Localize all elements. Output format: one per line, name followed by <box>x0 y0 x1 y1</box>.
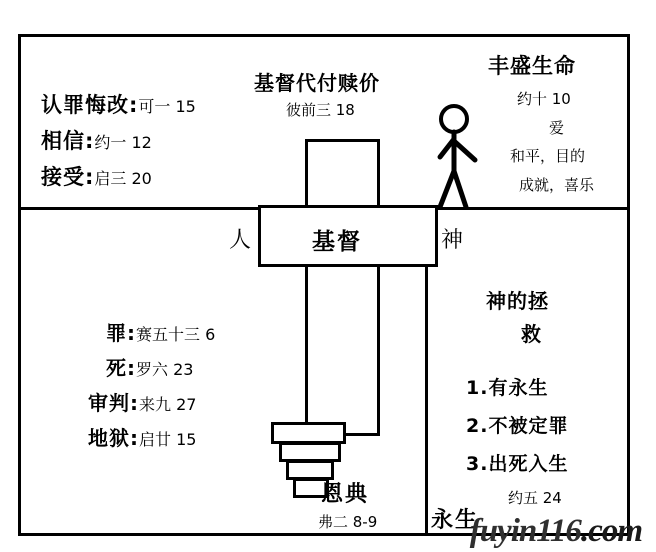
bottom-right-ref: 约五 24 <box>508 489 562 507</box>
grace-ref: 弗二 8-9 <box>318 513 378 531</box>
top-left-label-0: 认罪悔改: <box>41 93 139 117</box>
bottom-left-row-3 <box>88 422 196 451</box>
top-left-ref-2: 启三 20 <box>94 169 152 188</box>
center-title: 基督代付赎价 <box>254 71 380 95</box>
label-person: 人 <box>229 228 252 253</box>
bottom-right-title-line1: 神的拯 <box>486 289 549 313</box>
eternal-life-label: 永生 <box>431 508 480 533</box>
grace-step-2 <box>279 442 341 462</box>
bottom-left-label-0: 罪: <box>106 321 136 345</box>
top-left-row-1 <box>41 125 152 155</box>
bottom-left-ref-2: 来九 27 <box>139 395 197 414</box>
grace-step-1 <box>271 422 346 444</box>
watermark-name: fuyin116 <box>469 513 581 549</box>
watermark <box>470 513 642 550</box>
label-god: 神 <box>441 228 464 253</box>
top-left-ref-1: 约一 12 <box>94 133 152 152</box>
bottom-left-label-1: 死: <box>106 356 136 380</box>
top-left-label-1: 相信: <box>41 129 95 153</box>
top-right-line-3: 成就，喜乐 <box>519 176 595 194</box>
cross-label: 基督 <box>312 229 362 255</box>
top-left-label-2: 接受: <box>41 165 95 189</box>
stick-figure-icon <box>426 103 496 213</box>
bottom-left-row-1 <box>106 352 193 381</box>
bottom-right-item-2: 3.出死入生 <box>466 453 569 475</box>
top-right-title: 丰盛生命 <box>488 54 576 78</box>
top-right-line-1: 爱 <box>549 119 565 137</box>
top-right-line-0: 约十 10 <box>517 90 571 108</box>
watermark-domain: .com <box>580 513 642 549</box>
top-right-line-2: 和平，目的 <box>510 147 586 165</box>
bottom-right-title-line2: 救 <box>521 322 542 346</box>
bottom-left-row-0 <box>106 317 215 346</box>
bottom-right-item-0: 1.有永生 <box>466 377 549 399</box>
top-left-row-2 <box>41 161 152 191</box>
bottom-left-ref-0: 赛五十三 6 <box>136 325 216 344</box>
bottom-left-ref-1: 罗六 23 <box>136 360 194 379</box>
center-title-ref: 彼前三 18 <box>286 101 355 119</box>
bottom-left-ref-3: 启廿 15 <box>139 430 197 449</box>
cross-vertical-beam <box>305 139 380 436</box>
bottom-right-item-1: 2.不被定罪 <box>466 415 569 437</box>
bottom-left-row-2 <box>88 387 196 416</box>
bottom-left-label-3: 地狱: <box>88 426 139 450</box>
top-left-row-0 <box>41 89 196 119</box>
bottom-left-label-2: 审判: <box>88 391 139 415</box>
top-left-ref-0: 可一 15 <box>138 97 196 116</box>
grace-title: 恩典 <box>321 482 370 507</box>
diagram-canvas <box>18 34 630 536</box>
